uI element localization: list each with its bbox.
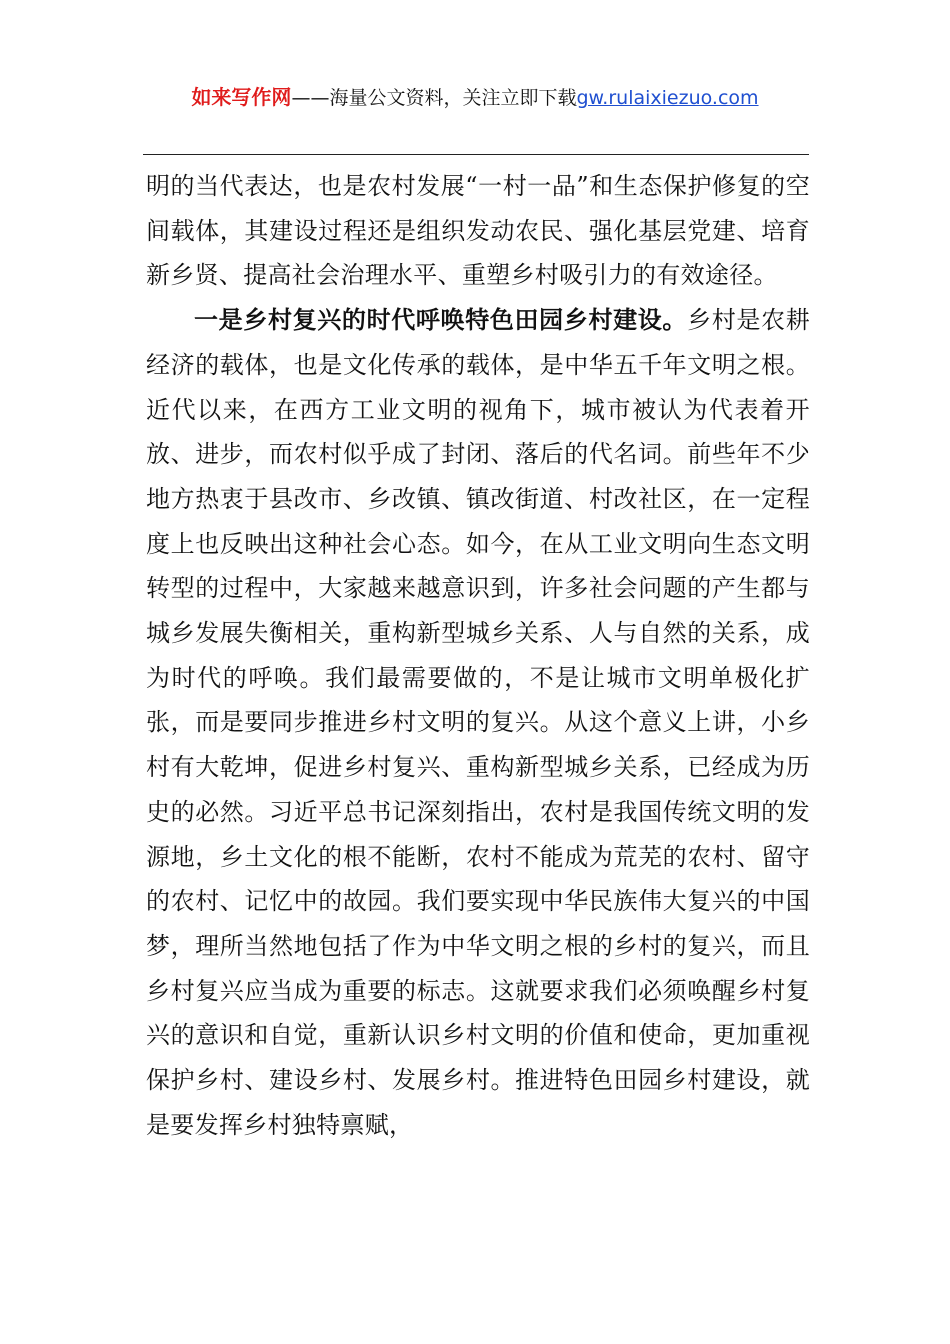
header-tagline: ——海量公文资料，关注立即下载: [291, 87, 577, 109]
site-link[interactable]: gw.rulaixiezuo.com: [576, 87, 759, 109]
section-heading: 一是乡村复兴的时代呼唤特色田园乡村建设。: [194, 305, 688, 335]
brand-name: 如来写作网: [191, 85, 292, 109]
site-header: [0, 82, 950, 113]
paragraph-section-one: [146, 298, 810, 1147]
section-body: 乡村是农耕经济的载体，也是文化传承的载体，是中华五千年文明之根。近代以来，在西方工业文明的视角下，城市被认为代表着开放、进步，而农村似乎成了封闭、落后的代名词。前些年不少地方热衷于县改市、乡改镇、镇改街道、村改社区，在一定程度上也反映出这种社会心态。如今，在从工业文明向生态文明转型的过程中，大家越来越意识到，许多社会问题的产生都与城乡发展失衡相关，重构新型城乡关系、人与自然的关系，成为时代的呼唤。我们最需要做的，不是让城市文明单极化扩张，而是要同步推进乡村文明的复兴。从这个意义上讲，小乡村有大乾坤，促进乡村复兴、重构新型城乡关系，已经成为历史的必然。习近平总书记深刻指出，农村是我国传统文明的发源地，乡土文化的根不能断，农村不能成为荒芜的农村、留守的农村、记忆中的故园。我们要实现中华民族伟大复兴的中国梦，理所当然地包括了作为中华文明之根的乡村的复兴，而且乡村复兴应当成为重要的标志。这就要求我们必须唤醒乡村复兴的意识和自觉，重新认识乡村文明的价值和使命，更加重视保护乡村、建设乡村、发展乡村。推进特色田园乡村建设，就是要发挥乡村独特禀赋，: [146, 306, 811, 1139]
document-body: [146, 164, 810, 1147]
header-divider: [143, 154, 809, 155]
paragraph-continuation: 明的当代表达，也是农村发展“一村一品”和生态保护修复的空间载体，其建设过程还是组织发动农民、强化基层党建、培育新乡贤、提高社会治理水平、重塑乡村吸引力的有效途径。: [146, 172, 810, 290]
